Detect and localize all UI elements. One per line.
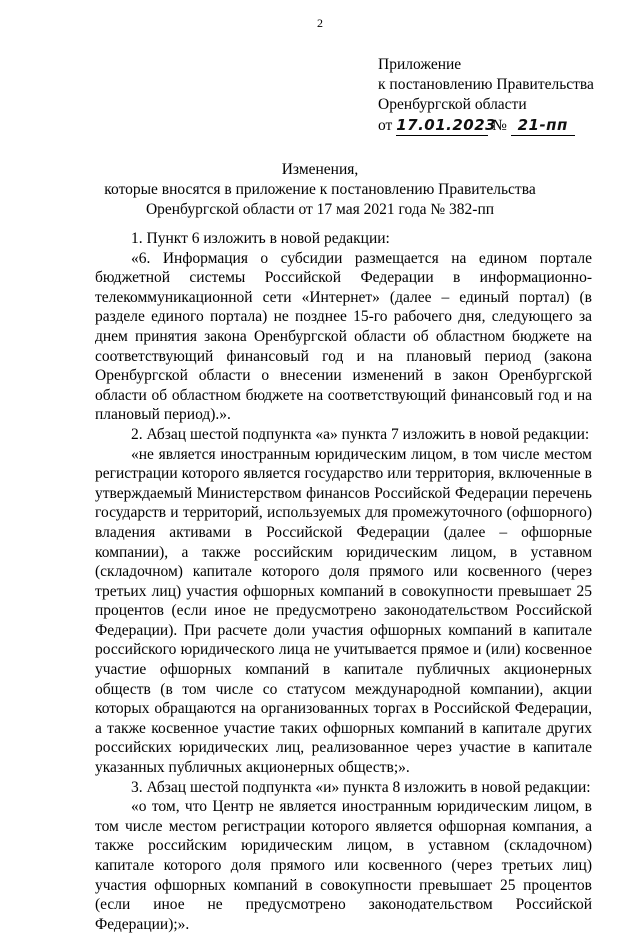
appendix-region: Оренбургской области bbox=[378, 96, 527, 113]
page-number: 2 bbox=[317, 16, 323, 30]
document-body bbox=[95, 229, 592, 934]
from-label: от bbox=[378, 117, 393, 134]
appendix-header bbox=[378, 55, 628, 136]
title-line-3: Оренбургской области от 17 мая 2021 года № 382-пп bbox=[145, 201, 495, 218]
appendix-reference: к постановлению Правительства bbox=[378, 76, 594, 93]
handwritten-number: 21-пп bbox=[511, 115, 575, 136]
paragraph-quote-3: «о том, что Центр не является иностранным юридическим лицом, в том числе местом регистрации которого является офшорная компания, а также российским юридическим лицом, в уставном (складочном) капитале которого доля прямого или косвенного (через третьих лиц) участия офшорных компаний в совокупности превышает 25 процентов (если иное не предусмотрено законодательством Российской Федерации);». bbox=[95, 798, 592, 933]
paragraph-item-1: 1. Пункт 6 изложить в новой редакции: bbox=[131, 230, 390, 247]
handwritten-date: 17.01.2023 bbox=[396, 116, 497, 134]
document-title bbox=[40, 160, 600, 220]
number-label: № bbox=[492, 117, 507, 134]
appendix-date-line bbox=[378, 115, 628, 136]
title-line-1: Изменения, bbox=[281, 161, 359, 178]
appendix-title: Приложение bbox=[378, 56, 462, 73]
title-line-2: которые вносятся в приложение к постановлению Правительства bbox=[104, 181, 536, 198]
paragraph-quote-1: «6. Информация о субсидии размещается на едином портале бюджетной системы Российской Федерации в информационно-телекоммуникационной сети «Интернет» (далее – единый портал) (в разделе единого портала) не позднее 15-го рабочего дня, следующего за днем принятия закона Оренбургской области об областном бюджете на соответствующий финансовый год и на плановый период (закона Оренбургской области о внесении изменений в закон Оренбургской области об областном бюджете на соответствующий финансовый год и на плановый период).». bbox=[95, 249, 592, 424]
paragraph-item-2: 2. Абзац шестой подпункта «а» пункта 7 изложить в новой редакции: bbox=[131, 425, 590, 443]
paragraph-item-3: 3. Абзац шестой подпункта «и» пункта 8 изложить в новой редакции: bbox=[131, 778, 591, 796]
paragraph-quote-2: «не является иностранным юридическим лицом, в том числе местом регистрации которого является государство или территория, включенные в утверждаемый Министерством финансов Российской Федерации перечень государств и территорий, используемых для промежуточного (офшорного) владения активами в Российской Федерации (далее – офшорные компании), а также российским юридическим лицом, в уставном (складочном) капитале которого доля прямого или косвенного (через третьих лиц) участия офшорных компаний в совокупности превышает 25 процентов (если иное не предусмотрено законодательством Российской Федерации). При расчете доли участия офшорных компаний в капитале российского юридического лица не учитывается прямое и (или) косвенное участие офшорных компаний в капитале публичных акционерных обществ (в том числе со статусом международной компании), акции которых обращаются на организованных торгах в Российской Федерации, а также косвенное участие таких офшорных компаний в капитале других российских юридических лиц, реализованное через участие в капитале указанных публичных акционерных обществ;». bbox=[95, 445, 592, 777]
